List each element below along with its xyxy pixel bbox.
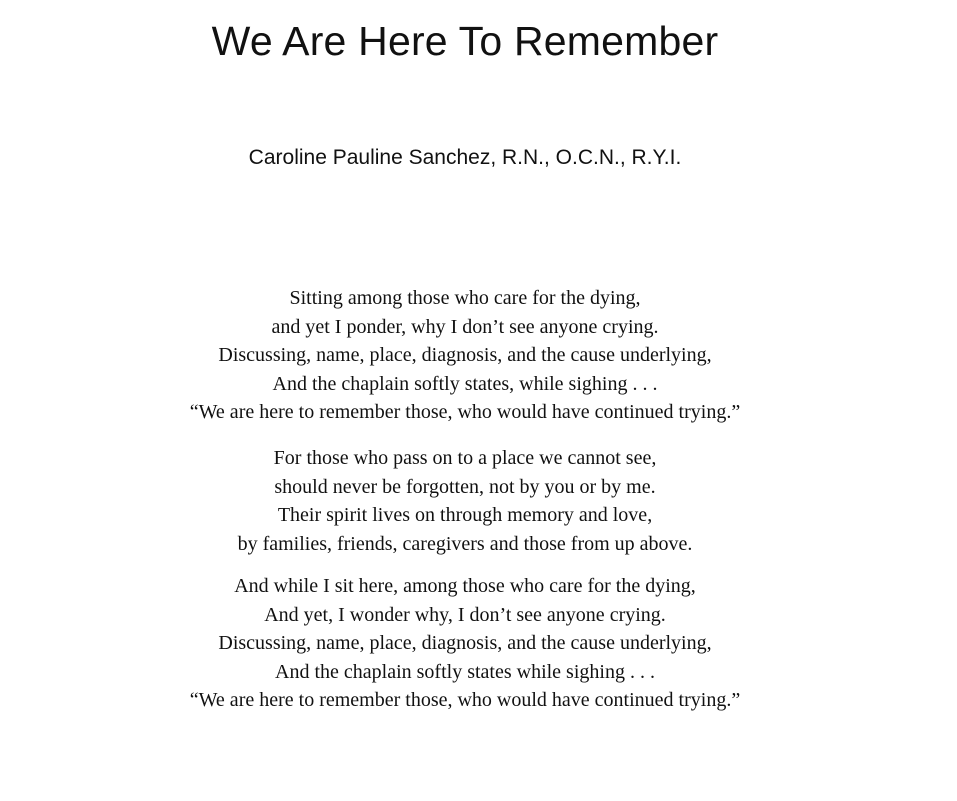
stanza-2: [0, 444, 930, 558]
stanza-3: [0, 572, 930, 715]
poem-line: And while I sit here, among those who care for the dying,: [234, 575, 696, 597]
stanza-1: [0, 284, 930, 427]
poem-title: We Are Here To Remember: [211, 18, 719, 64]
poem-line: should never be forgotten, not by you or by me.: [274, 475, 656, 498]
poem-line: For those who pass on to a place we cannot see,: [273, 447, 657, 469]
poem-line: Their spirit lives on through memory and love,: [277, 504, 653, 526]
poem-line: Discussing, name, place, diagnosis, and the cause underlying,: [218, 344, 712, 366]
poem-line: Discussing, name, place, diagnosis, and the cause underlying,: [218, 632, 712, 654]
poem-line: by families, friends, caregivers and those from up above.: [237, 532, 693, 555]
poem-line: “We are here to remember those, who would have continued trying.”: [189, 689, 741, 711]
poem-line: “We are here to remember those, who would have continued trying.”: [189, 401, 741, 423]
author-line: Caroline Pauline Sanchez, R.N., O.C.N., R.Y.I.: [248, 146, 682, 169]
poem-line: and yet I ponder, why I don’t see anyone crying.: [271, 315, 659, 338]
poem-line: Sitting among those who care for the dying,: [289, 287, 641, 309]
poem-line: And yet, I wonder why, I don’t see anyone crying.: [264, 603, 666, 626]
poem-line: And the chaplain softly states, while sighing . . .: [272, 372, 658, 395]
poem-line: And the chaplain softly states while sighing . . .: [275, 660, 655, 683]
